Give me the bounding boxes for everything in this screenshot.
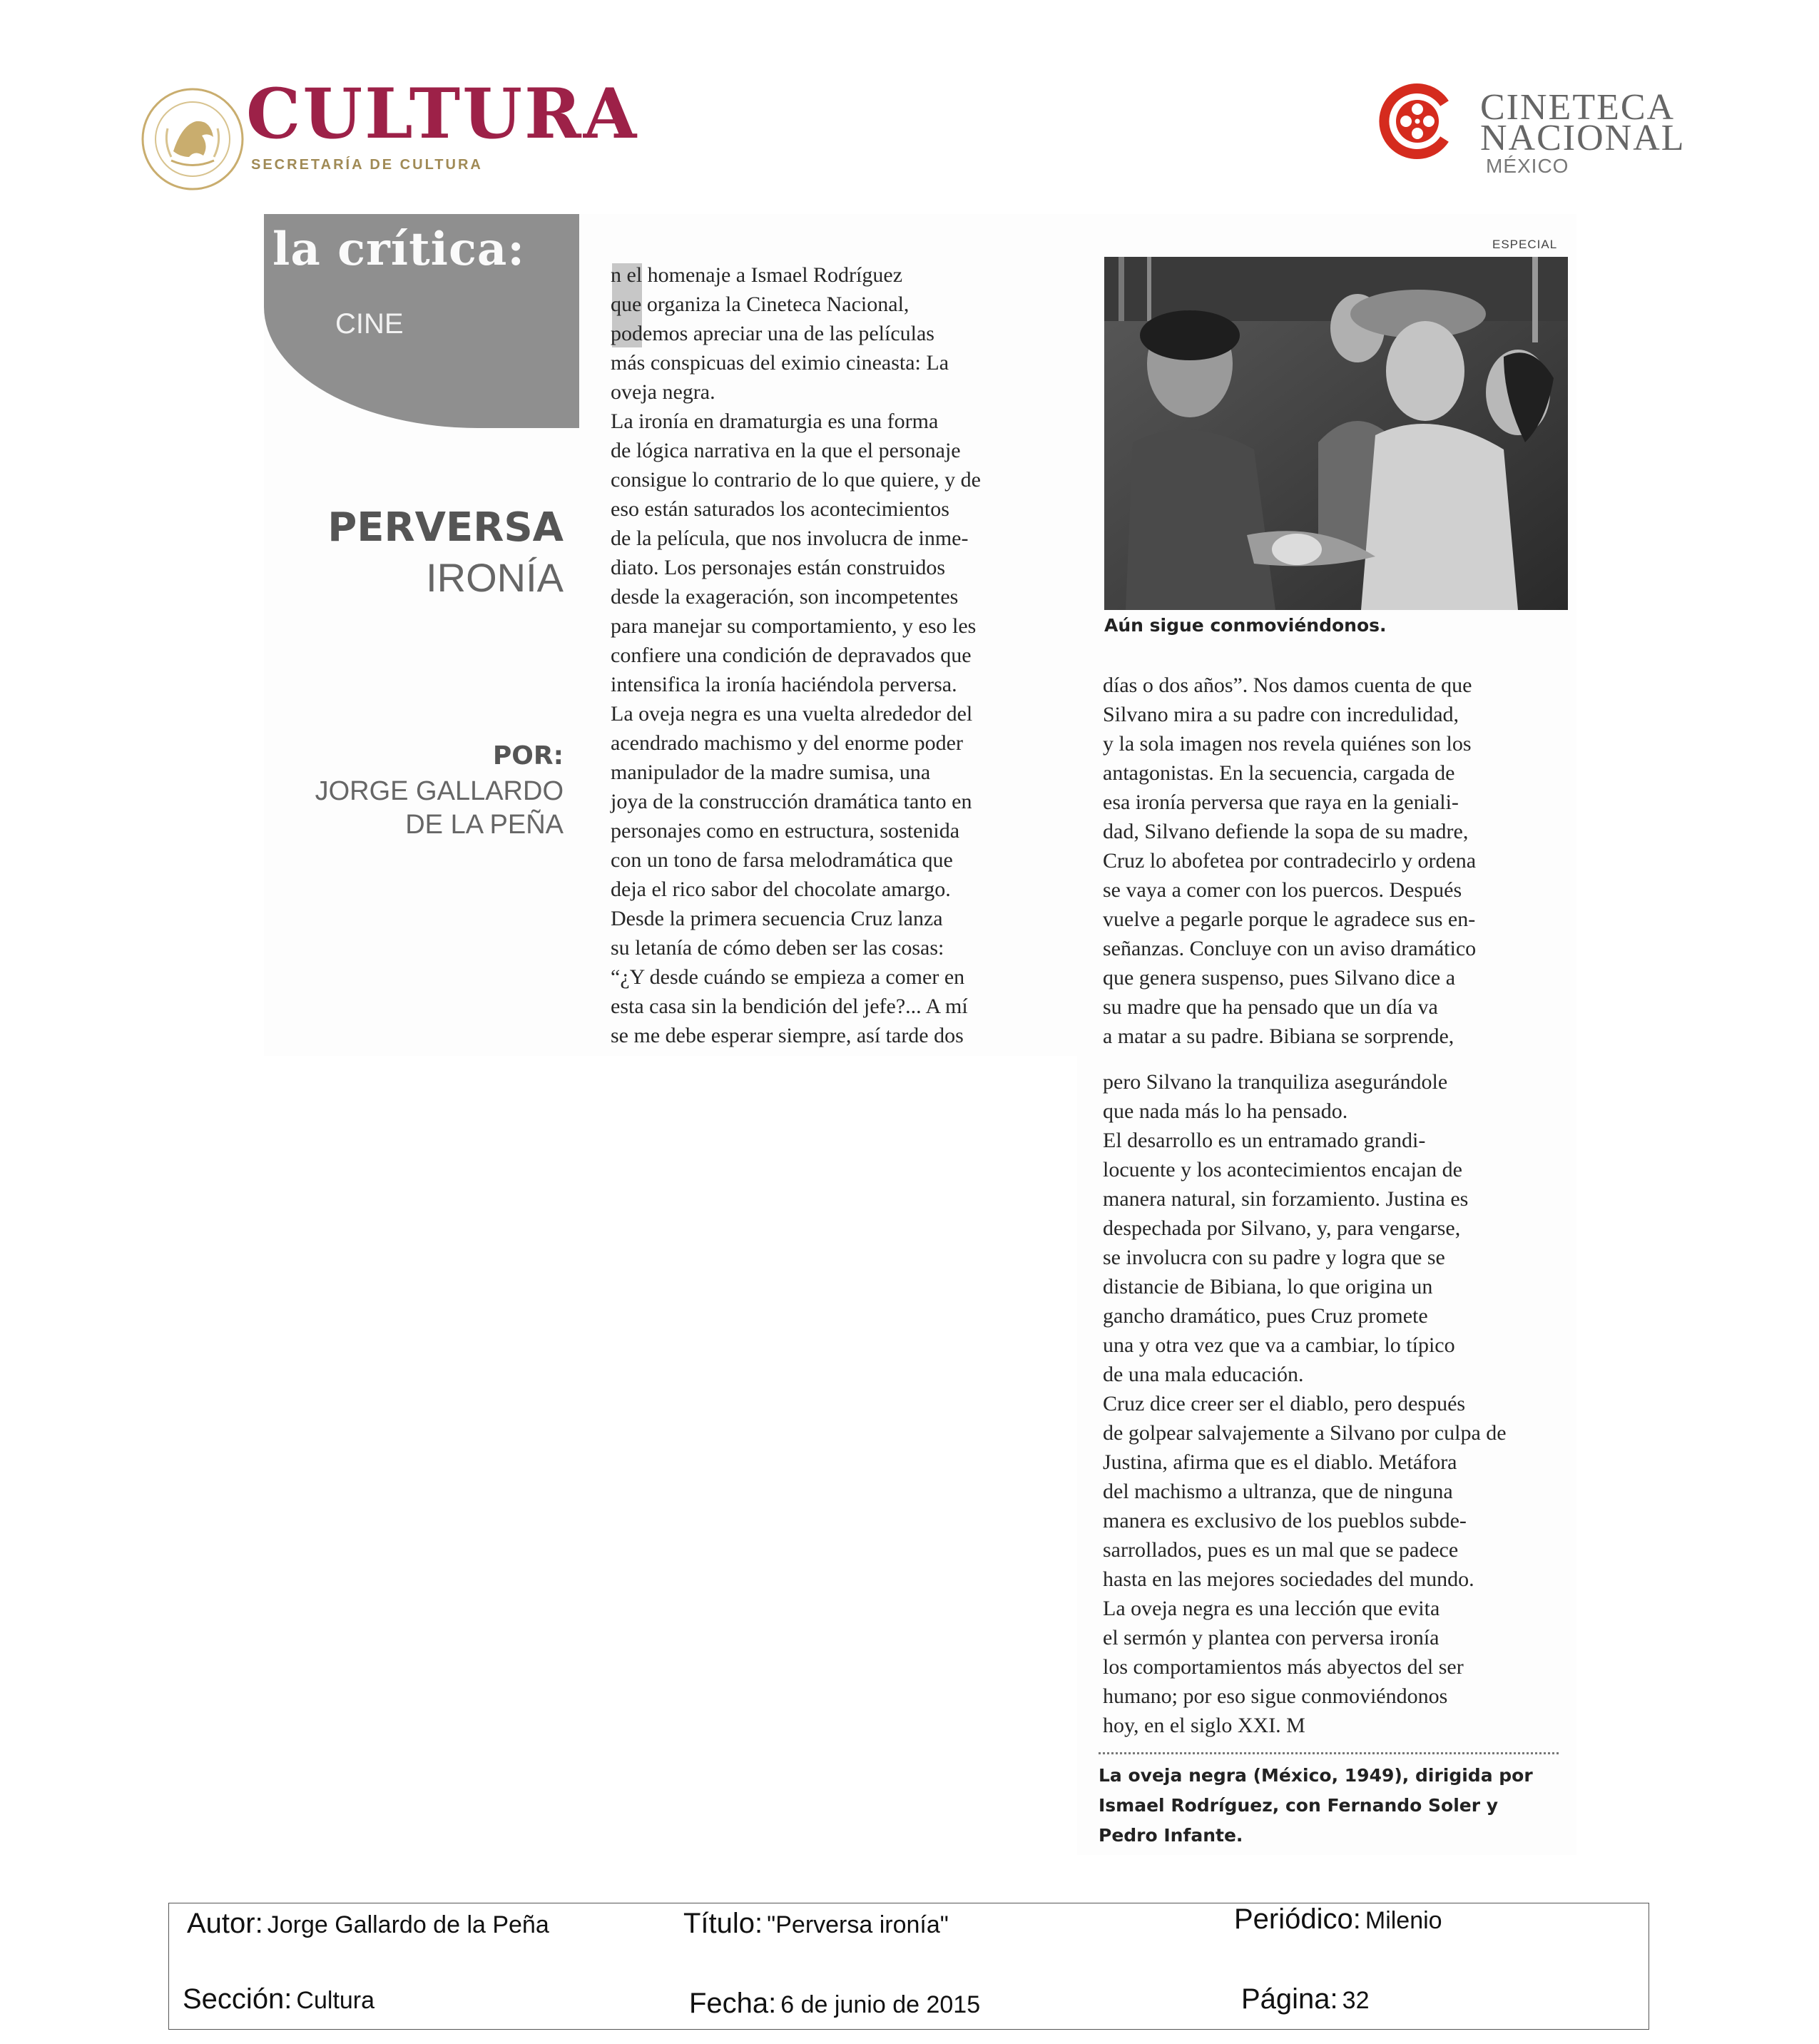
article-text-line: consigue lo contrario de lo que quiere, y de <box>611 468 981 492</box>
article-text-line: de lógica narrativa en la que el personaje <box>611 439 961 462</box>
article-text-line: esta casa sin la bendición del jefe?... A mí <box>611 995 968 1018</box>
article-text-line: para manejar su comportamiento, y eso les <box>611 614 977 638</box>
photo-caption: Aún sigue conmoviéndonos. <box>1104 615 1387 636</box>
article-text-line: La oveja negra es una lección que evita <box>1103 1597 1440 1620</box>
article-text-line: eso están saturados los acontecimientos <box>611 497 949 521</box>
meta-fecha-value: 6 de junio de 2015 <box>780 1991 981 2018</box>
article-text-line: desde la exageración, son incompetentes <box>611 585 959 609</box>
article-text-line: se vaya a comer con los puercos. Después <box>1103 878 1462 902</box>
meta-autor-value: Jorge Gallardo de la Peña <box>267 1911 549 1938</box>
cineteca-film-reel-icon <box>1377 82 1455 161</box>
article-text-line: que organiza la Cineteca Nacional, <box>611 293 910 316</box>
article-text-line: La oveja negra es una vuelta alrededor del <box>611 702 973 726</box>
meta-pagina-value: 32 <box>1342 1987 1370 2014</box>
article-text-line: distancie de Bibiana, lo que origina un <box>1103 1275 1433 1298</box>
credit-line: Ismael Rodríguez, con Fernando Soler y <box>1099 1795 1499 1816</box>
article-column-3 <box>1103 1067 1566 1740</box>
article-text-line: que genera suspenso, pues Silvano dice a <box>1103 966 1456 990</box>
article-text-line: señanzas. Concluye con un aviso dramático <box>1103 937 1477 960</box>
article-text-line: dad, Silvano defiende la sopa de su madre, <box>1103 820 1469 843</box>
article-text-line: hoy, en el siglo XXI. M <box>1103 1714 1305 1737</box>
meta-pagina-label: Página: <box>1241 1983 1338 2015</box>
article-text-line: humano; por eso sigue conmoviéndonos <box>1103 1684 1448 1708</box>
article-text-line: del machismo a ultranza, que de ninguna <box>1103 1480 1453 1503</box>
section-tag: CINE <box>335 308 404 340</box>
meta-fecha-label: Fecha: <box>689 1988 777 2019</box>
cineteca-logo-line3: MÉXICO <box>1486 155 1569 177</box>
article-text-line: deja el rico sabor del chocolate amargo. <box>611 878 951 901</box>
article-text-line: antagonistas. En la secuencia, cargada de <box>1103 761 1455 785</box>
article-text-line: Justina, afirma que es el diablo. Metáfora <box>1103 1450 1457 1474</box>
article-text-line: hasta en las mejores sociedades del mundo. <box>1103 1567 1474 1591</box>
article-text-line: se involucra con su padre y logra que se <box>1103 1246 1445 1269</box>
article-text-line: los comportamientos más abyectos del ser <box>1103 1655 1464 1679</box>
cineteca-logo-line1: CINETECA <box>1480 87 1676 128</box>
article-text-line: oveja negra. <box>611 380 715 404</box>
credit-line: Pedro Infante. <box>1099 1825 1243 1846</box>
mexican-coat-of-arms-seal <box>139 86 246 193</box>
article-text-line: el sermón y plantea con perversa ironía <box>1103 1626 1440 1649</box>
meta-seccion-label: Sección: <box>183 1983 292 2015</box>
byline-name-line1: JORGE GALLARDO <box>315 776 564 806</box>
meta-autor-label: Autor: <box>187 1908 263 1939</box>
cultura-logo-subtitle: SECRETARÍA DE CULTURA <box>251 157 483 173</box>
meta-periodico-label: Periódico: <box>1234 1903 1361 1935</box>
meta-titulo <box>683 1908 949 1940</box>
article-text-line: Cruz lo abofetea por contradecirlo y ordena <box>1103 849 1477 873</box>
film-credits <box>1099 1761 1569 1851</box>
credit-line: La oveja negra (México, 1949), dirigida por <box>1099 1765 1533 1786</box>
photo-credit: ESPECIAL <box>1492 238 1558 251</box>
headline-bold: PERVERSA <box>327 504 564 551</box>
article-text-line: se me debe esperar siempre, así tarde dos <box>611 1024 964 1047</box>
article-text-line: locuente y los acontecimientos encajan de <box>1103 1158 1462 1181</box>
article-text-line: acendrado machismo y del enorme poder <box>611 731 963 755</box>
cultura-logo-title: CULTURA <box>246 73 639 154</box>
article-text-line: y la sola imagen nos revela quiénes son los <box>1103 732 1472 756</box>
article-text-line: pero Silvano la tranquiliza asegurándole <box>1103 1070 1448 1094</box>
article-text-line: Silvano mira a su padre con incredulidad, <box>1103 703 1459 726</box>
article-text-line: de la película, que nos involucra de inme- <box>611 527 969 550</box>
meta-titulo-label: Título: <box>683 1908 763 1939</box>
article-text-line: de una mala educación. <box>1103 1363 1304 1386</box>
article-text-line: gancho dramático, pues Cruz promete <box>1103 1304 1428 1328</box>
article-text-line: que nada más lo ha pensado. <box>1103 1099 1348 1123</box>
article-text-line: de golpear salvajemente a Silvano por culpa de <box>1103 1421 1507 1445</box>
article-text-line: Desde la primera secuencia Cruz lanza <box>611 907 943 930</box>
meta-fecha <box>689 1988 980 2020</box>
section-kicker-title: la crítica: <box>272 223 525 276</box>
meta-titulo-value: "Perversa ironía" <box>767 1911 949 1938</box>
article-column-2 <box>1103 671 1566 1051</box>
meta-seccion-value: Cultura <box>296 1987 375 2014</box>
meta-autor <box>187 1908 549 1940</box>
article-text-line: vuelve a pegarle porque le agradece sus en- <box>1103 907 1476 931</box>
article-text-line: podemos apreciar una de las películas <box>611 322 934 345</box>
article-text-line: esa ironía perversa que raya en la geniali- <box>1103 790 1459 814</box>
cineteca-logo-line2: NACIONAL <box>1480 118 1686 158</box>
byline-label: POR: <box>492 741 564 771</box>
meta-periodico <box>1234 1903 1442 1936</box>
article-text-line: joya de la construcción dramática tanto en <box>611 790 972 813</box>
article-column-1 <box>611 260 1074 1050</box>
article-text-line: diato. Los personajes están construidos <box>611 556 946 579</box>
byline-name-line2: DE LA PEÑA <box>405 810 564 840</box>
article-text-line: con un tono de farsa melodramática que <box>611 848 953 872</box>
article-text-line: manera natural, sin forzamiento. Justina es <box>1103 1187 1469 1211</box>
article-text-line: su letanía de cómo deben ser las cosas: <box>611 936 944 960</box>
article-text-line: intensifica la ironía haciéndola perversa. <box>611 673 957 696</box>
article-text-line: manera es exclusivo de los pueblos subde- <box>1103 1509 1467 1532</box>
article-text-line: El desarrollo es un entramado grandi- <box>1103 1129 1426 1152</box>
film-still-photo <box>1104 257 1568 610</box>
article-text-line: La ironía en dramaturgia es una forma <box>611 410 939 433</box>
article-text-line: despechada por Silvano, y, para vengarse, <box>1103 1216 1461 1240</box>
article-text-line: sarrollados, pues es un mal que se padece <box>1103 1538 1459 1562</box>
credits-divider <box>1099 1752 1559 1754</box>
article-text-line: Cruz dice creer ser el diablo, pero después <box>1103 1392 1466 1415</box>
article-text-line: su madre que ha pensado que un día va <box>1103 995 1438 1019</box>
meta-seccion <box>183 1983 374 2015</box>
meta-pagina <box>1241 1983 1370 2015</box>
article-text-line: manipulador de la madre sumisa, una <box>611 761 931 784</box>
headline-light: IRONÍA <box>426 555 564 600</box>
article-text-line: días o dos años”. Nos damos cuenta de que <box>1103 673 1472 697</box>
article-text-line: n el homenaje a Ismael Rodríguez <box>611 263 903 287</box>
article-text-line: una y otra vez que va a cambiar, lo típico <box>1103 1333 1455 1357</box>
article-text-line: personajes como en estructura, sostenida <box>611 819 960 843</box>
meta-periodico-value: Milenio <box>1365 1907 1442 1934</box>
article-text-line: a matar a su padre. Bibiana se sorprende, <box>1103 1024 1454 1048</box>
article-text-line: confiere una condición de depravados que <box>611 644 972 667</box>
article-text-line: más conspicuas del eximio cineasta: La <box>611 351 949 375</box>
article-text-line: “¿Y desde cuándo se empieza a comer en <box>611 965 965 989</box>
